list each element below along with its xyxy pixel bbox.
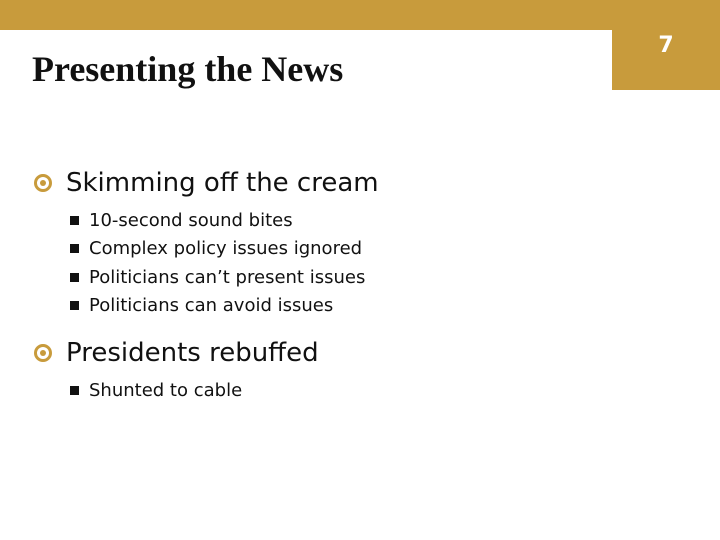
sub-bullet-item xyxy=(70,235,594,264)
sub-bullet-label: Politicians can’t present issues xyxy=(89,266,366,288)
square-bullet-icon xyxy=(70,273,79,282)
slide-content xyxy=(34,166,594,405)
bullet-label: Skimming off the cream xyxy=(66,168,379,198)
sub-bullet-label: Politicians can avoid issues xyxy=(89,295,334,317)
sub-bullet-label: Complex policy issues ignored xyxy=(89,238,363,260)
bullet-group xyxy=(34,166,594,320)
bullet-item xyxy=(34,166,594,200)
square-bullet-icon xyxy=(70,386,79,395)
bullet-label: Presidents rebuffed xyxy=(66,338,319,368)
square-bullet-icon xyxy=(70,301,79,310)
slide-number-box xyxy=(612,0,720,90)
sub-bullet-list xyxy=(70,376,594,405)
sub-bullet-item xyxy=(70,206,594,235)
ring-bullet-icon xyxy=(34,344,52,362)
sub-bullet-item xyxy=(70,292,594,321)
sub-bullet-label: 10-second sound bites xyxy=(89,209,293,231)
square-bullet-icon xyxy=(70,244,79,253)
slide-number: 7 xyxy=(658,32,674,58)
ring-bullet-icon xyxy=(34,174,52,192)
slide-title: Presenting the News xyxy=(32,49,344,89)
square-bullet-icon xyxy=(70,216,79,225)
sub-bullet-item xyxy=(70,376,594,405)
sub-bullet-list xyxy=(70,206,594,320)
sub-bullet-item xyxy=(70,263,594,292)
bullet-group xyxy=(34,336,594,405)
bullet-item xyxy=(34,336,594,370)
sub-bullet-label: Shunted to cable xyxy=(89,379,243,401)
